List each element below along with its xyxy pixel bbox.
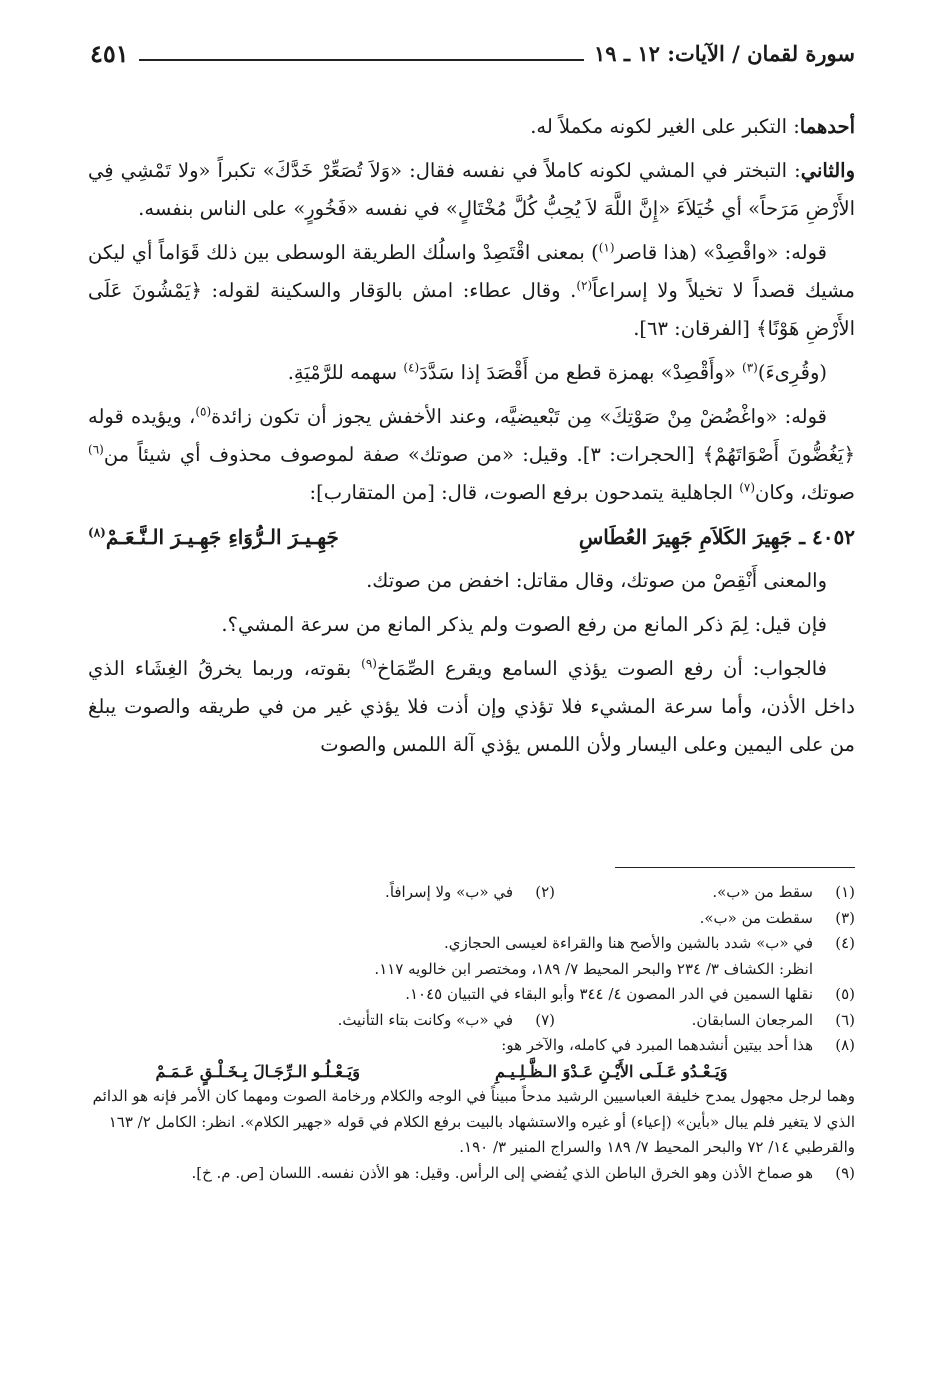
footnotes bbox=[88, 880, 855, 1186]
lead-word: والثاني bbox=[800, 159, 855, 182]
paragraph-text: سهمه للرَّمْيَةِ. bbox=[287, 361, 404, 384]
poetry-verse bbox=[88, 518, 855, 556]
verse-number: ٤٠٥٢ ـ bbox=[799, 525, 855, 549]
paragraph-7: فإن قيل: لِمَ ذكر المانع من رفع الصوت ولم يذكر المانع من سرعة المشي؟. bbox=[221, 613, 827, 636]
footnote-8 bbox=[88, 1033, 855, 1059]
paragraph-2 bbox=[88, 152, 855, 228]
paragraph-1 bbox=[88, 108, 855, 146]
footnote-text: في «ب» ولا إسرافاً. bbox=[385, 883, 513, 901]
footnote-1 bbox=[555, 880, 855, 906]
paragraph-text: قوله: «واغْضُضْ مِنْ صَوْتِكَ» مِن تَبْعيضيَّه، وعند الأخفش يجوز أن تكون زائدة bbox=[211, 405, 827, 428]
footnote-text: في «ب» شدد بالشين والأصح هنا والقراءة لعيسى الحجازي. bbox=[443, 934, 813, 952]
footnote-ref: (٢) bbox=[576, 278, 593, 293]
paragraph-text: ، ويؤيده قوله ﴿يَغُضُّونَ أَصْوَاتَهُمْ﴾ [الحجرات: ٣]. وقيل: «من صوتك» صفة لموصوف محذوف أي شيئاً من bbox=[88, 405, 856, 466]
paragraph-text: قوله: «واقْصِدْ» (هذا قاصر bbox=[614, 241, 827, 264]
footnote-text: نقلها السمين في الدر المصون ٤/ ٣٤٤ وأبو البقاء في التبيان ١٠٤٥. bbox=[405, 985, 813, 1003]
footnote-ref: (٦) bbox=[88, 442, 104, 457]
footnote-4-continuation: انظر: الكشاف ٣/ ٢٣٤ والبحر المحيط ٧/ ١٨٩، ومختصر ابن خالويه ١١٧. bbox=[374, 959, 813, 978]
footnote-5 bbox=[88, 982, 855, 1008]
footnote-number: (٤) bbox=[835, 934, 855, 952]
footnote-number: (٥) bbox=[835, 985, 855, 1003]
paragraph-text: : التكبر على الغير لكونه مكملاً له. bbox=[530, 115, 800, 138]
paragraph-text: . وقال عطاء: امش بالوَقار والسكينة لقوله: ﴿يَمْشُونَ عَلَى الأَرْضِ هَوْنًا﴾ [الفرقان: ٦٣]. bbox=[88, 279, 855, 340]
footnote-ref: (٨) bbox=[88, 525, 106, 540]
paragraph-text: : التبختر في المشي لكونه كاملاً في نفسه فقال: «وَلاَ تُصَعِّرْ خَدَّكَ» تكبراً «ولا تَمْشِي فِي الأَرْضِ مَرَحاً» أي خُيَلاَءَ «إِنَّ اللَّهَ لاَ يُحِبُّ كُلَّ مُخْتَالٍ» في نفسه «فَخُورٍ» على الناس بنفسه. bbox=[88, 159, 855, 220]
footnote-row bbox=[88, 880, 855, 906]
footnote-number: (٩) bbox=[835, 1163, 855, 1182]
footnote-number: (٦) bbox=[835, 1010, 855, 1029]
footnote-text: هو صماخ الأذن وهو الخرق الباطن الذي يُفضي إلى الرأس. وقيل: هو الأذن نفسه. اللسان [ص. م. خ]. bbox=[191, 1163, 813, 1182]
paragraph-8 bbox=[88, 650, 855, 764]
paragraph-text: (وقُرِىءَ) bbox=[757, 361, 827, 384]
footnote-text: سقط من «ب». bbox=[712, 883, 813, 901]
footnote-6 bbox=[555, 1008, 855, 1034]
page-header bbox=[90, 32, 855, 74]
paragraph-5 bbox=[88, 398, 855, 512]
hemistich-text: جَهِـيـرَ الـرُّوَاءِ جَهِـيـرَ الـنَّـعَـمْ bbox=[105, 525, 339, 549]
hemistich-text: جَهِيرَ الكَلاَمِ جَهِيرَ العُطَاسِ bbox=[578, 525, 793, 549]
footnote-text: هذا أحد بيتين أنشدهما المبرد في كامله، والآخر هو: bbox=[501, 1036, 813, 1054]
footnote-7 bbox=[255, 1008, 555, 1034]
verse-first-hemistich bbox=[579, 518, 855, 556]
footnote-3 bbox=[88, 906, 855, 932]
footnote-number: (٢) bbox=[535, 883, 555, 901]
footnote-number: (٨) bbox=[835, 1036, 855, 1054]
page-number: ٤٥١ bbox=[90, 38, 129, 68]
footnote-number: (٣) bbox=[835, 908, 855, 927]
footnote-ref: (٣) bbox=[742, 360, 758, 375]
footnote-ref: (٥) bbox=[195, 404, 212, 419]
footnote-verse bbox=[88, 1059, 855, 1085]
header-rule bbox=[139, 45, 584, 61]
footnote-text: في «ب» وكانت بتاء التأنيث. bbox=[337, 1010, 513, 1029]
footnote-number: (٧) bbox=[535, 1010, 555, 1029]
running-title: سورة لقمان / الآيات: ١٢ ـ ١٩ bbox=[594, 40, 855, 66]
paragraph-3 bbox=[88, 234, 855, 348]
paragraph-6: والمعنى أَنْقِصْ من صوتك، وقال مقاتل: اخفض من صوتك. bbox=[366, 569, 827, 592]
hemistich-text: وَيَـعْـدُو عَـلَـى الأَيْـنِ عَـدْوَ الـظَّـلِـيـمِ bbox=[495, 1061, 728, 1081]
paragraph-4 bbox=[88, 354, 855, 392]
footnote-9 bbox=[88, 1161, 855, 1187]
main-text bbox=[88, 108, 855, 770]
footnote-text: سقطت من «ب». bbox=[699, 908, 813, 927]
footnote-ref: (١) bbox=[598, 240, 615, 255]
footnote-ref: (٤) bbox=[403, 360, 420, 375]
footnote-number: (١) bbox=[835, 883, 855, 901]
hemistich-text: وَيَـعْـلُـو الـرِّجَـالَ بِـخَـلْـقٍ عَـمَـمْ bbox=[155, 1061, 360, 1081]
footnote-row bbox=[88, 1008, 855, 1034]
footnote-ref: (٧) bbox=[739, 480, 756, 495]
paragraph-text: ) بمعنى اقْتَصِدْ واسلُك الطريقة الوسطى بين ذلك قَوَاماً أي ليكن مشيك قصداً لا تخيلاً ولا إسراعاً bbox=[88, 241, 855, 302]
lead-word: أحدهما bbox=[799, 115, 855, 138]
footnote-separator bbox=[615, 867, 855, 868]
footnote-2 bbox=[255, 880, 555, 906]
footnote-text: المرجعان السابقان. bbox=[691, 1010, 813, 1029]
paragraph-text: الجاهلية يتمدحون برفع الصوت، قال: [من المتقارب]: bbox=[309, 481, 740, 504]
footnote-8-continuation: وهما لرجل مجهول يمدح خليفة العباسيين الرشيد مدحاً مبيناً في الوجه والكلام ورخامة الصوت ومهما كان الأمر فإنه هو الدائم الذي لا يتغير فلم يبال «بأين» (إعياء) أو غيره والاستشهاد بالبيت برفع الكلام في قوله «جهير الكلام». انظر: الكامل ٢/ ١٦٣ والقرطبي ١٤/ ٧٢ والبحر المحيط ٧/ ١٨٩ والسراج المنير ٣/ ١٩٠. bbox=[92, 1087, 855, 1156]
footnote-4 bbox=[88, 931, 855, 957]
paragraph-text: صوتك، وكان bbox=[755, 481, 855, 504]
paragraph-text: فالجواب: أن رفع الصوت يؤذي السامع ويقرع الصِّمَاخ bbox=[376, 657, 827, 680]
paragraph-text: «وأَقْصِدْ» بهمزة قطع من أَقْصَدَ إذا سَدَّدَ bbox=[419, 361, 743, 384]
paragraph-text: بقوته، وربما يخرقُ الغِشَاء الذي داخل الأذن، وأما سرعة المشيء فلا تؤذي وإن أذت فلا يؤذي غير من في طريقه والصوت يبلغ من على اليمين وعلى اليسار ولأن اللمس يؤذي آلة اللمس والصوت bbox=[88, 657, 855, 756]
footnote-ref: (٩) bbox=[361, 656, 377, 671]
verse-second-hemistich bbox=[88, 518, 339, 556]
